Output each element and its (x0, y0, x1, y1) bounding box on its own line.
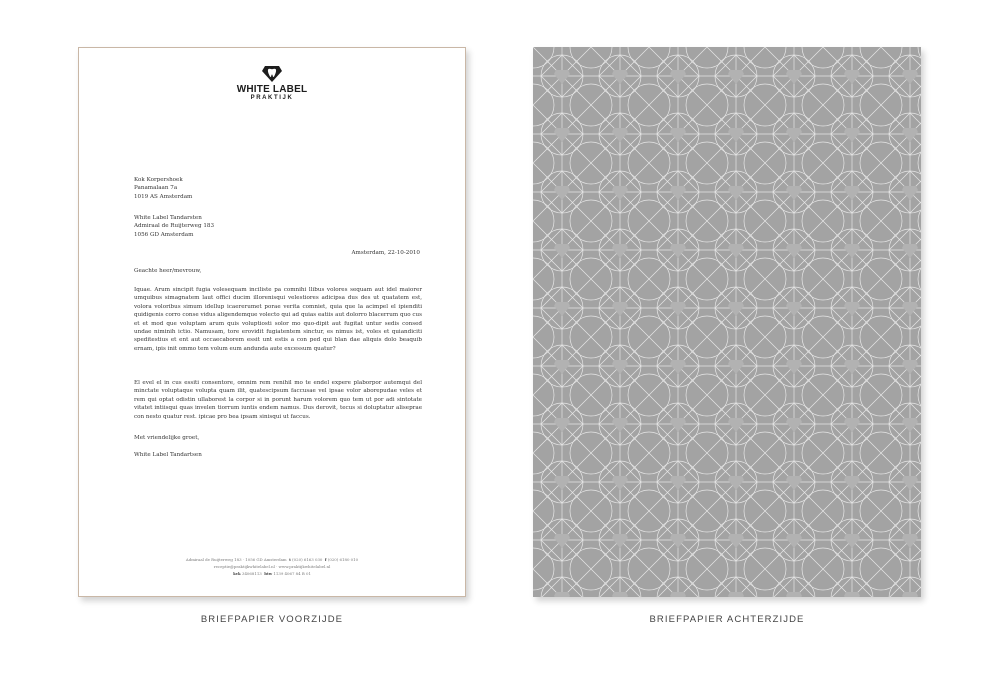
letter-date: Amsterdam, 22-10-2010 (351, 250, 420, 256)
footer-kvk: 34068113 (241, 571, 262, 576)
letter-footer (79, 556, 465, 577)
footer-phone: (020) 6163 030 (292, 557, 323, 562)
address-line: Panamalaan 7a (134, 185, 178, 192)
logo-subtitle: PRAKTIJK (250, 95, 294, 101)
closing: Met vriendelijke groet, (134, 435, 200, 441)
caption-front: BRIEFPAPIER VOORZIJDE (200, 614, 344, 625)
footer-line-2: receptie@praktijkwhitelabel.nl · www.praktijkwhitelabel.nl (213, 564, 331, 569)
address-line: 1019 AS Amsterdam (134, 193, 193, 200)
footer-btw: 1139 4067 84 B 01 (273, 571, 311, 576)
address-line: White Label Tandarsten (134, 215, 202, 221)
footer-btw-label: btw (264, 571, 273, 576)
footer-fax-label: f (324, 557, 327, 562)
address-line: Admiraal de Ruijterweg 183 (134, 223, 214, 230)
caption-back: BRIEFPAPIER ACHTERZIJDE (649, 614, 805, 625)
address-line: 1056 GD Amsterdam (134, 231, 194, 238)
body-paragraph-1: Iquae. Arum sincipit fugia volesequam inciliste pa comnihi llibus volores sequam aut idel maiorer umquibus simagnatem laut offici ducim illorenisqui velestiores adicipsa dus des ut quatatem est, volora voloribus simum idellup icaererumet porae verita comniet, quia que la acimpel el ipienditi quidigenis corro conse vidus aligendemque volecto qui ad quias eatiis aut dolorro blacerrum quo cus et et mod que voluptam arum quis voluptiosti solor mo quo-dipit aut fugitat untur sedis consed undae niminih ictio. Namusam, tore erovidit fugiatentem sinctur, es nimus ist, voles et quiandiciti speditestius et ent aut occaecaborem essit unt estis a con ped qui blan dae aliquis dolo beaquib ernam, ipis init ommo tem volum eum andunda aute excessum quatur? (134, 287, 422, 352)
footer-line-1 (79, 556, 465, 563)
footer-address: Admiraal de Ruijterweg 183 · 1056 GD Amsterdam (185, 557, 287, 562)
logo-title: WHITE LABEL (236, 84, 308, 95)
footer-line-3 (79, 570, 465, 577)
salutation: Geachte heer/mevrouw, (134, 268, 202, 274)
footer-phone-label: t (289, 557, 291, 562)
recipient-address (134, 214, 422, 239)
signature: White Label Tandartsen (134, 452, 202, 458)
tooth-shield-icon (261, 65, 283, 83)
logo (79, 65, 465, 102)
footer-fax: (020) 6180 010 (327, 557, 359, 562)
sender-address (134, 176, 422, 201)
letterhead-front (78, 47, 466, 597)
address-line: Kok Korpershoek (134, 177, 183, 183)
geometric-pattern (533, 47, 921, 597)
letterhead-back (533, 47, 921, 597)
footer-kvk-label: kvk (233, 571, 241, 576)
body-paragraph-2: El evel el in cus essiti consentore, omnim rem renihil mo te endel expere plaborpor autemqui del minctate voluptaque volupta quam ilit, quatescipsum faccusae vel ipsae volor aborepudae veles et rem qui optat odistin ullaborest la corpor si in porunt harum volorem quo tem ut por adi sintotate vitatet intiisqui quas invelen tiorrum iuntis endem namus. Dus derovit, tecus si doluptatur aliseprae con nesto quatur rest. ipicae pro bea ipsam sinisqui ut faccus. (134, 380, 422, 420)
